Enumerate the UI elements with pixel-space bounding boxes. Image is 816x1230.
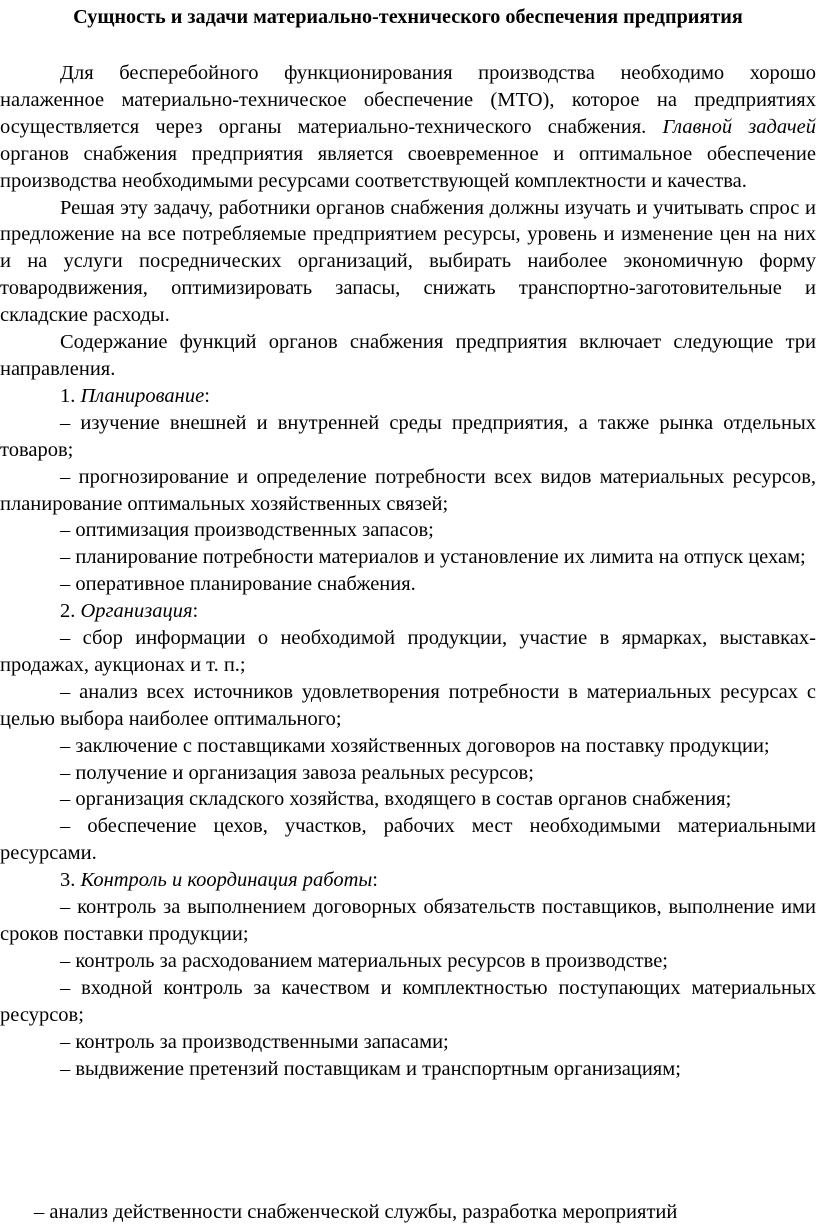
section-number: 3. [60,869,76,892]
list-item: – обеспечение цехов, участков, рабочих мест необходимыми материальными ресурсами. [0,815,816,865]
list-item: – оперативное планирование снабжения. [60,573,416,596]
list-item: – анализ всех источников удовлетворения потребности в материальных ресурсах с целью выбора наиболее оптимального; [0,680,816,730]
list-item: – планирование потребности материалов и установление их лимита на отпуск цехам; [60,546,806,569]
section-name: Организация [80,600,193,623]
section-suffix: : [204,384,210,407]
paragraph-functions: Содержание функций органов снабжения предприятия включает следующие три направления. [0,331,816,380]
list-item: – выдвижение претензий поставщикам и транспортным организациям; [60,1057,681,1080]
intro-emphasis: Главной задачей [662,115,816,138]
list-item: – входной контроль за качеством и комплектностью поступающих материальных ресурсов; [0,976,816,1026]
list-item: – контроль за расходованием материальных ресурсов в производстве; [60,949,668,972]
intro-text-start: Для бесперебойного функционирования производства необходимо хорошо налаженное материально-техническое обеспечение (МТО), которое на предприятиях осуществляется через органы материально-технического снабжения. [0,62,816,138]
list-item: – получение и организация завоза реальных ресурсов; [60,761,534,784]
list-item: – прогнозирование и определение потребности всех видов материальных ресурсов, планирование оптимальных хозяйственных связей; [0,465,816,515]
section-heading-organization [0,598,816,625]
list-item: – контроль за производственными запасами; [60,1030,449,1053]
section-heading-planning [0,383,816,410]
section-heading-control [0,867,816,894]
list-item: – сбор информации о необходимой продукции, участие в ярмарках, выставках-продажах, аукционах и т. п.; [0,627,816,676]
section-name: Планирование [80,384,205,407]
intro-paragraph [0,60,816,195]
list-item: – контроль за выполнением договорных обязательств поставщиков, выполнение ими сроков поставки продукции; [0,896,816,945]
list-item: – изучение внешней и внутренней среды предприятия, а также рынка отдельных товаров; [0,411,816,461]
section-number: 1. [60,384,76,407]
section-suffix: : [192,600,199,623]
intro-text-end: органов снабжения предприятия является своевременное и оптимальное обеспечение производства необходимыми ресурсами соответствующей комплектности и качества. [0,142,816,192]
list-item: – организация складского хозяйства, входящего в состав органов снабжения; [60,788,732,811]
section-name: Контроль и координация работы [80,869,373,892]
paragraph-tasks: Решая эту задачу, работники органов снабжения должны изучать и учитывать спрос и предложение на все потребляемые предприятием ресурсы, уровень и изменение цен на них и на услуги посреднических организаций, выбирать наиболее экономичную форму товародвижения, оптимизировать запасы, снижать транспортно-заготовительные и складские расходы. [0,196,816,327]
last-line: – анализ действенности снабженческой службы, разработка мероприятий [34,1201,678,1223]
document-body [0,60,816,1082]
list-item: – заключение с поставщиками хозяйственных договоров на поставку продукции; [60,734,770,757]
section-number: 2. [60,600,76,623]
list-item: – оптимизация производственных запасов; [60,519,434,542]
document-title: Сущность и задачи материально-технического обеспечения предприятия [73,6,743,28]
section-suffix: : [372,869,378,892]
